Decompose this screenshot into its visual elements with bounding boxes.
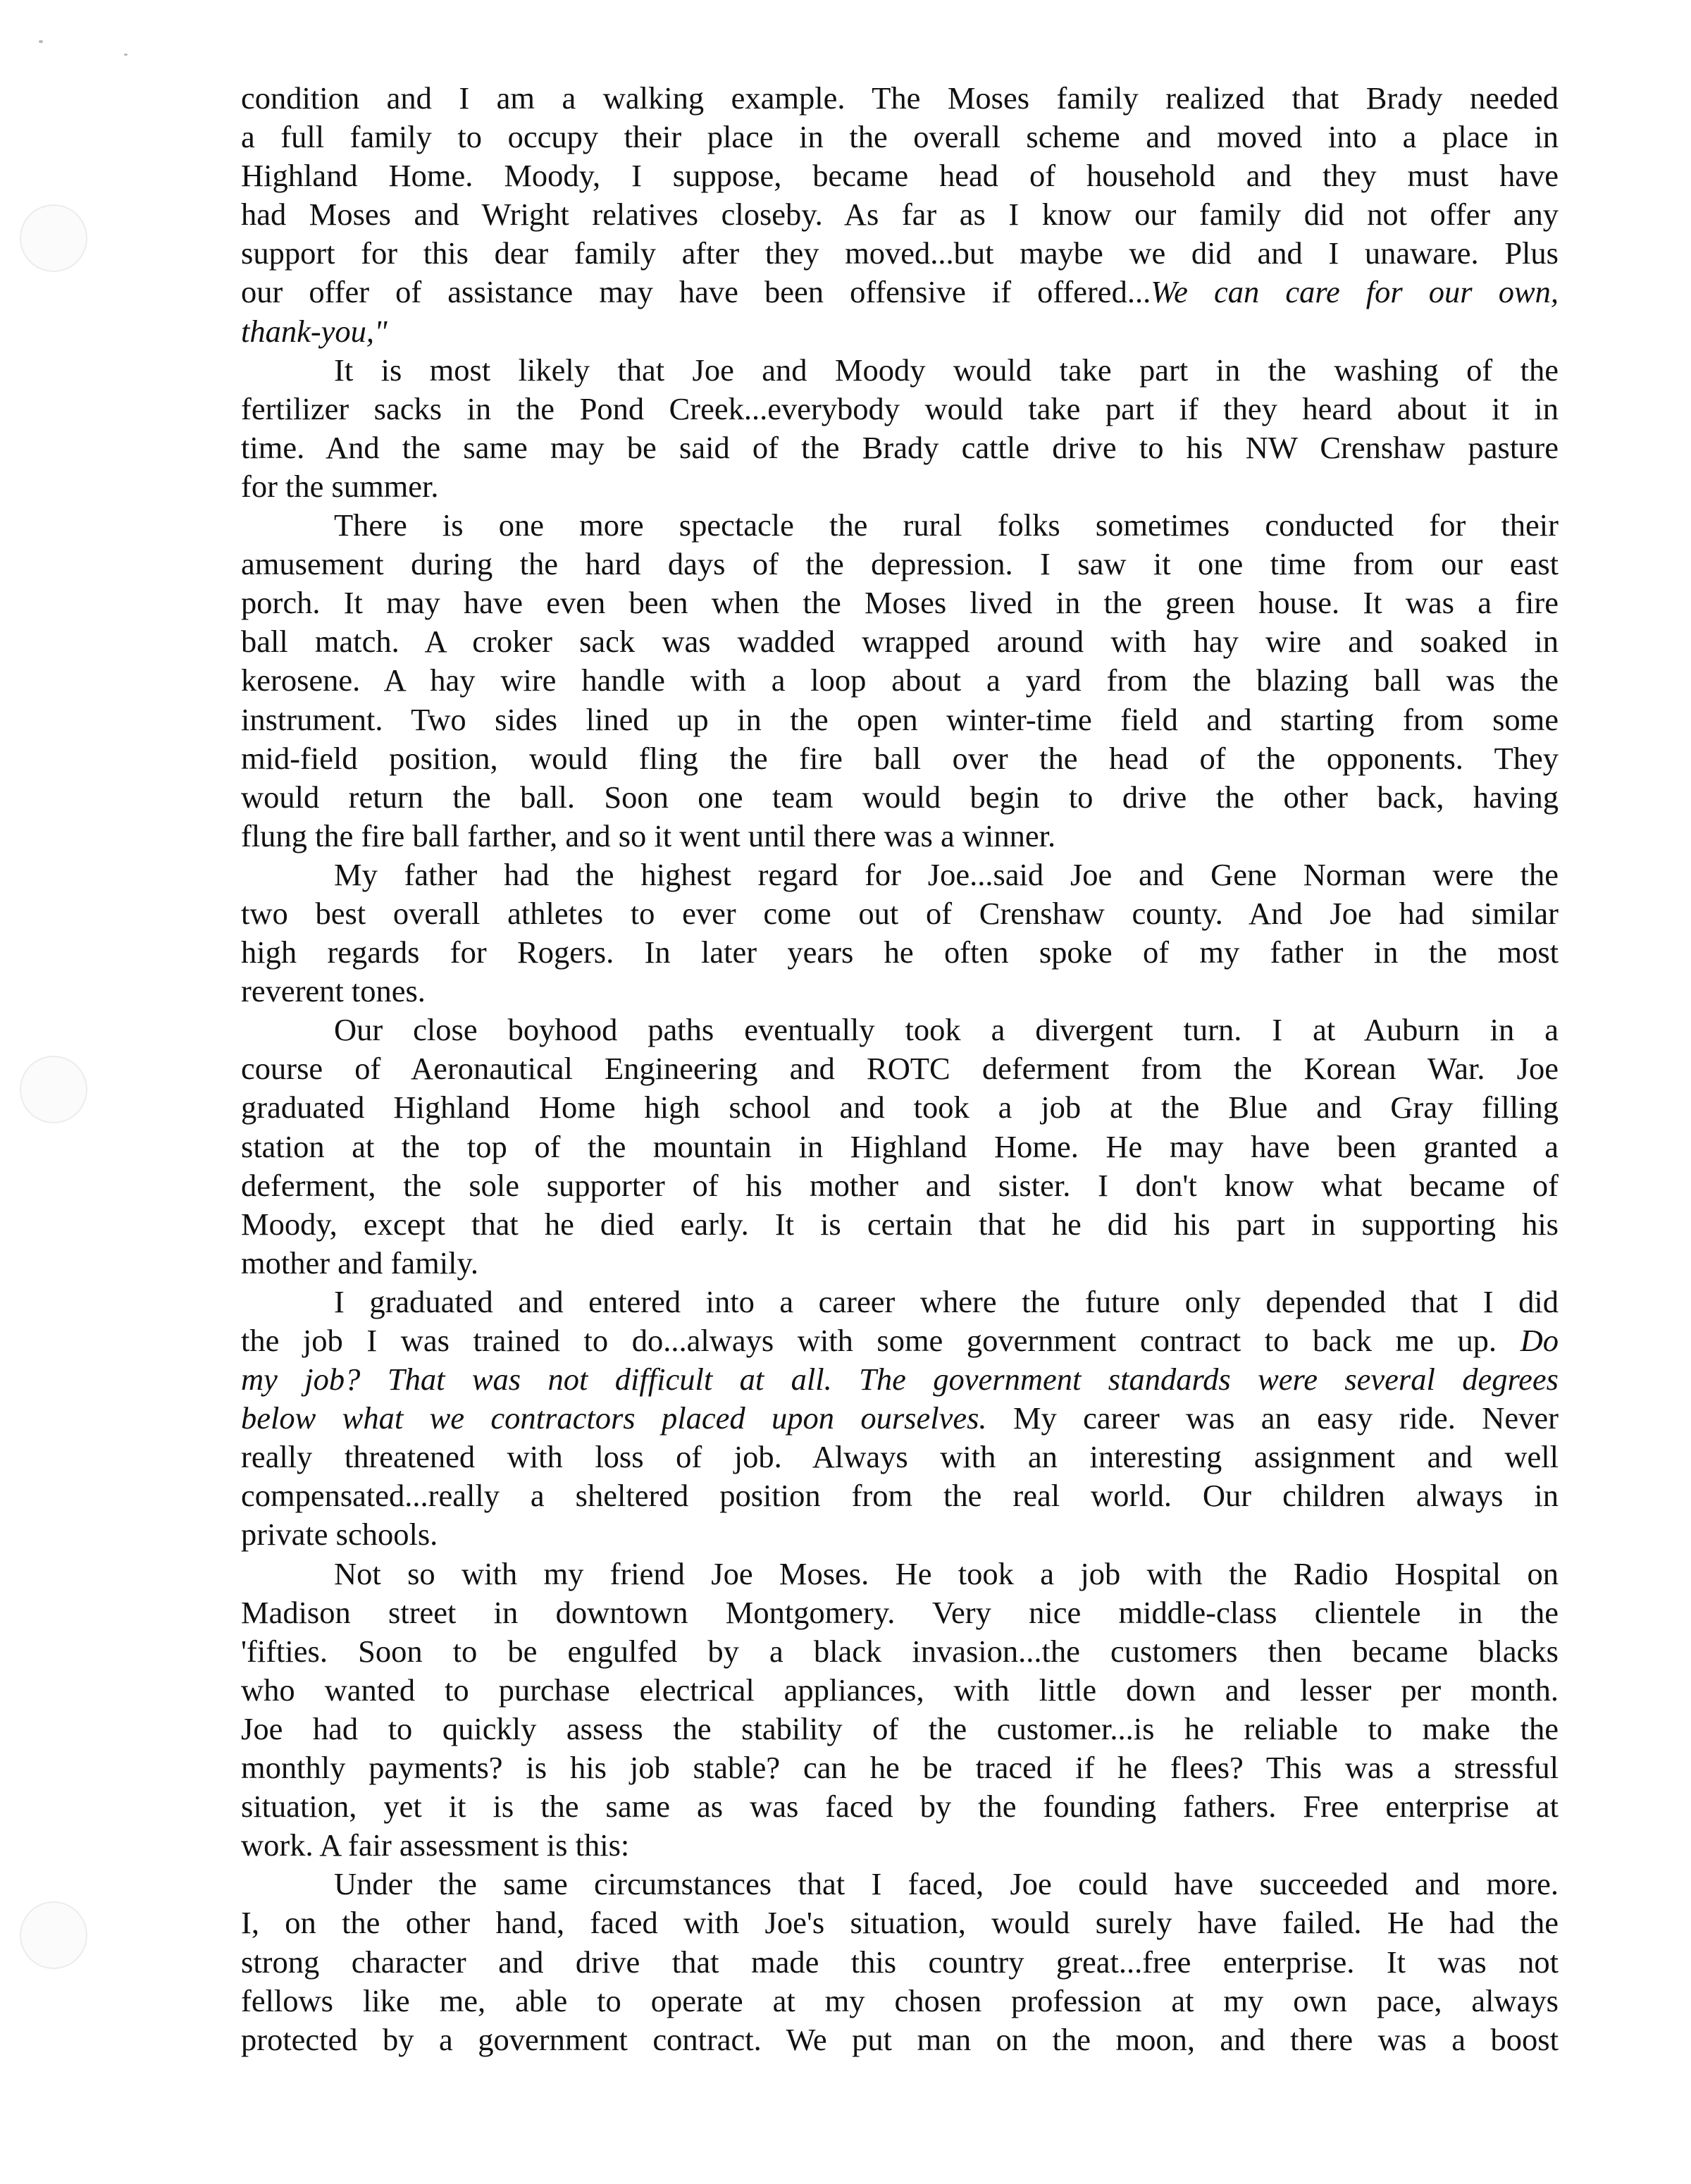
italic-run: thank-you," (241, 313, 388, 349)
text-line: fellows like me, able to operate at my chosen profession at my own pace, always (241, 1982, 1559, 2018)
binder-hole (20, 1901, 87, 1969)
text-line: amusement during the hard days of the depression. I saw it one time from our east (241, 546, 1559, 582)
text-line: I graduated and entered into a career where the future only depended that I did (334, 1283, 1559, 1319)
text-line: strong character and drive that made this country great...free enterprise. It was not (241, 1944, 1559, 1980)
text-line: protected by a government contract. We put man on the moon, and there was a boost (241, 2021, 1559, 2057)
text-line: kerosene. A hay wire handle with a loop about a yard from the blazing ball was the (241, 662, 1559, 698)
text-line: Not so with my friend Joe Moses. He took a job with the Radio Hospital on (334, 1555, 1559, 1591)
text-line: compensated...really a sheltered position from the real world. Our children always in (241, 1478, 1559, 1514)
text-line (241, 1360, 1559, 1399)
text-line: mother and family. (241, 1245, 478, 1281)
text-line: porch. It may have even been when the Moses lived in the green house. It was a fire (241, 585, 1559, 621)
italic-run: We can care for our own, (1151, 274, 1559, 310)
paragraph-7 (241, 1555, 1559, 1865)
text-line: condition and I am a walking example. The Moses family realized that Brady needed (241, 80, 1559, 116)
text-line: really threatened with loss of job. Always with an interesting assignment and well (241, 1439, 1559, 1475)
text-line: fertilizer sacks in the Pond Creek...everybody would take part if they heard about it in (241, 390, 1559, 426)
text-line: had Moses and Wright relatives closeby. As far as I know our family did not offer any (241, 197, 1559, 233)
paragraph-8 (241, 1865, 1559, 2059)
text-line: I, on the other hand, faced with Joe's situation, would surely have failed. He had the (241, 1905, 1559, 1941)
paragraph-2 (241, 351, 1559, 506)
paragraph-3 (241, 506, 1559, 856)
text-line (241, 312, 1559, 351)
italic-run: Do (1520, 1323, 1559, 1358)
text-line: instrument. Two sides lined up in the open winter-time field and starting from some (241, 701, 1559, 737)
paragraph-6 (241, 1283, 1559, 1555)
paragraph-4 (241, 856, 1559, 1011)
text-line (241, 1321, 1559, 1360)
text-line: work. A fair assessment is this: (241, 1827, 630, 1863)
italic-run: below what we contractors placed upon ourselves. (241, 1400, 987, 1436)
text-line: Highland Home. Moody, I suppose, became head of household and they must have (241, 158, 1559, 194)
text-line: Our close boyhood paths eventually took a divergent turn. I at Auburn in a (334, 1012, 1559, 1048)
text-line: course of Aeronautical Engineering and ROTC deferment from the Korean War. Joe (241, 1051, 1559, 1087)
scan-speck (124, 54, 128, 56)
text-run: our offer of assistance may have been offensive if offered... (241, 274, 1151, 310)
text-line (241, 273, 1559, 311)
body-text (241, 79, 1559, 2059)
text-line: time. And the same may be said of the Brady cattle drive to his NW Crenshaw pasture (241, 429, 1559, 465)
text-line: My father had the highest regard for Joe...said Joe and Gene Norman were the (334, 856, 1559, 892)
paragraph-1 (241, 79, 1559, 351)
text-run: My career was an easy ride. Never (1012, 1400, 1559, 1436)
text-line: flung the fire ball farther, and so it went until there was a winner. (241, 818, 1056, 853)
text-line: Joe had to quickly assess the stability of the customer...is he reliable to make the (241, 1710, 1559, 1746)
text-line: who wanted to purchase electrical appliances, with little down and lesser per month. (241, 1672, 1559, 1708)
text-line: for the summer. (241, 468, 439, 504)
text-line: mid-field position, would fling the fire ball over the head of the opponents. They (241, 740, 1559, 776)
binder-hole (20, 1056, 87, 1123)
text-line: would return the ball. Soon one team would begin to drive the other back, having (241, 779, 1559, 815)
text-line: Moody, except that he died early. It is certain that he did his part in supporting his (241, 1206, 1559, 1242)
text-line: support for this dear family after they moved...but maybe we did and I unaware. Plus (241, 235, 1559, 271)
text-line: It is most likely that Joe and Moody would take part in the washing of the (334, 352, 1559, 388)
text-line: two best overall athletes to ever come out of Crenshaw county. And Joe had similar (241, 895, 1559, 931)
text-line: private schools. (241, 1517, 438, 1553)
text-line: station at the top of the mountain in Highland Home. He may have been granted a (241, 1128, 1559, 1164)
text-line: monthly payments? is his job stable? can he be traced if he flees? This was a stressful (241, 1750, 1559, 1786)
text-line: reverent tones. (241, 973, 426, 1009)
text-line: There is one more spectacle the rural folks sometimes conducted for their (334, 507, 1559, 543)
text-line: deferment, the sole supporter of his mother and sister. I don't know what became of (241, 1167, 1559, 1203)
italic-run: my job? That was not difficult at all. The government standards were several degrees (241, 1362, 1559, 1398)
text-line: Under the same circumstances that I faced, Joe could have succeeded and more. (334, 1866, 1559, 1902)
text-line: situation, yet it is the same as was faced by the founding fathers. Free enterprise at (241, 1789, 1559, 1825)
text-line (241, 1399, 1559, 1438)
text-line: 'fifties. Soon to be engulfed by a black invasion...the customers then became blacks (241, 1633, 1559, 1669)
text-run: the job I was trained to do...always with some government contract to back me up. (241, 1323, 1497, 1358)
text-line: ball match. A croker sack was wadded wrapped around with hay wire and soaked in (241, 624, 1559, 660)
text-line: high regards for Rogers. In later years he often spoke of my father in the most (241, 934, 1559, 970)
text-line: Madison street in downtown Montgomery. Very nice middle-class clientele in the (241, 1594, 1559, 1630)
scan-speck (39, 40, 43, 43)
text-line: a full family to occupy their place in the overall scheme and moved into a place in (241, 119, 1559, 155)
binder-hole (20, 204, 87, 272)
paragraph-5 (241, 1011, 1559, 1283)
text-line: graduated Highland Home high school and took a job at the Blue and Gray filling (241, 1090, 1559, 1125)
